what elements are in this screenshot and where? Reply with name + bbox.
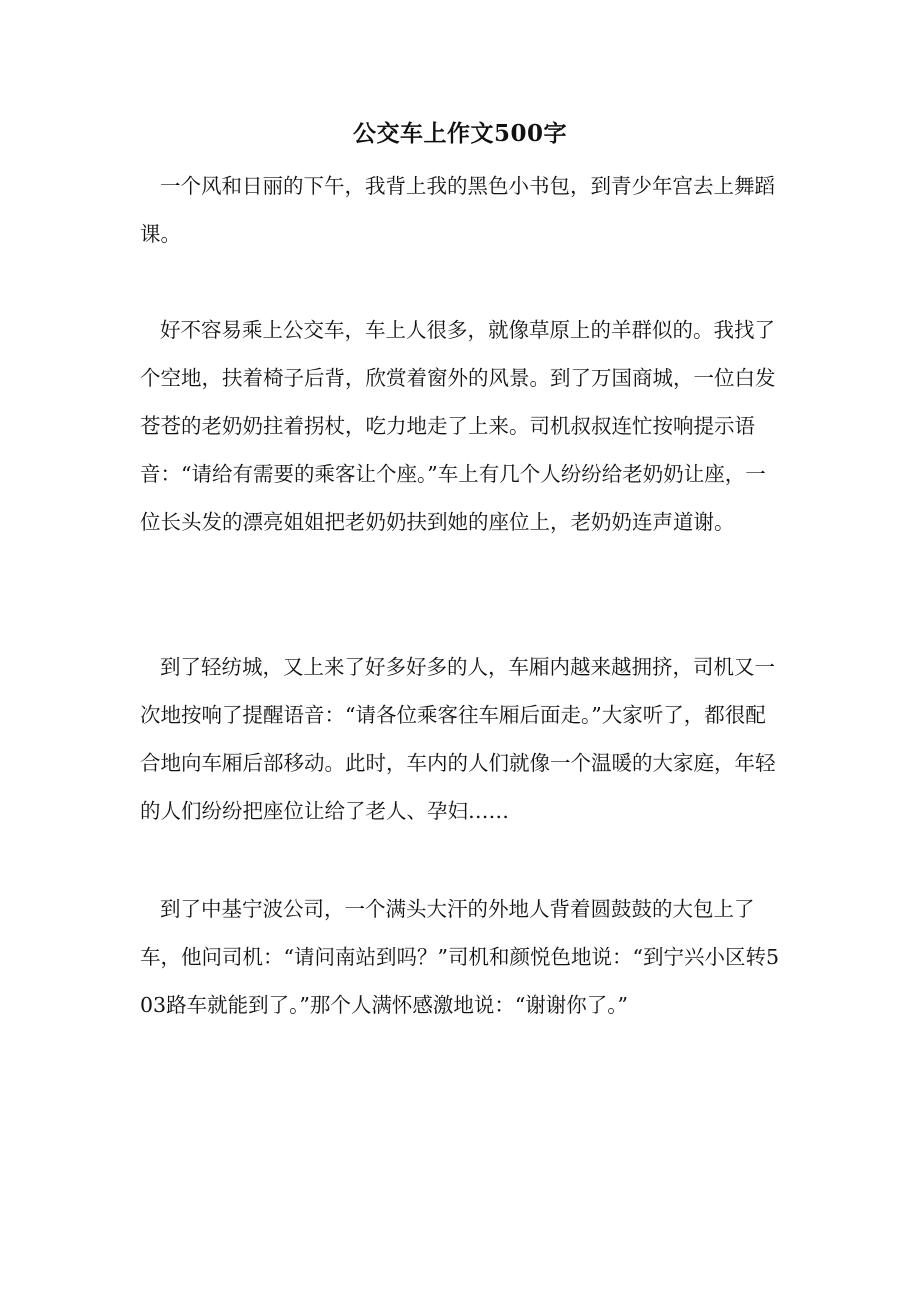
paragraph-2: 好不容易乘上公交车，车上人很多，就像草原上的羊群似的。我找了个空地，扶着椅子后背，欣赏着窗外的风景。到了万国商城，一位白发苍苍的老奶奶拄着拐杖，吃力地走了上来。司机叔叔连忙按响提示语音：“请给有需要的乘客让个座。”车上有几个人纷纷给老奶奶让座，一位长头发的漂亮姐姐把老奶奶扶到她的座位上，老奶奶连声道谢。: [140, 318, 776, 534]
paragraph-4: 到了中基宁波公司，一个满头大汗的外地人背着圆鼓鼓的大包上了车，他问司机：“请问南站到吗？”司机和颜悦色地说：“到宁兴小区转503路车就能到了。”那个人满怀感激地说：“谢谢你了。”: [140, 897, 779, 1017]
paragraph-1: 一个风和日丽的下午，我背上我的黑色小书包，到青少年宫去上舞蹈课。: [140, 174, 775, 246]
document-title: 公交车上作文500字: [352, 120, 567, 147]
paragraph-3: 到了轻纺城，又上来了好多好多的人，车厢内越来越拥挤，司机又一次地按响了提醒语音：“请各位乘客往车厢后面走。”大家听了，都很配合地向车厢后部移动。此时，车内的人们就像一个温暖的大家庭，年轻的人们纷纷把座位让给了老人、孕妇……: [140, 655, 776, 823]
